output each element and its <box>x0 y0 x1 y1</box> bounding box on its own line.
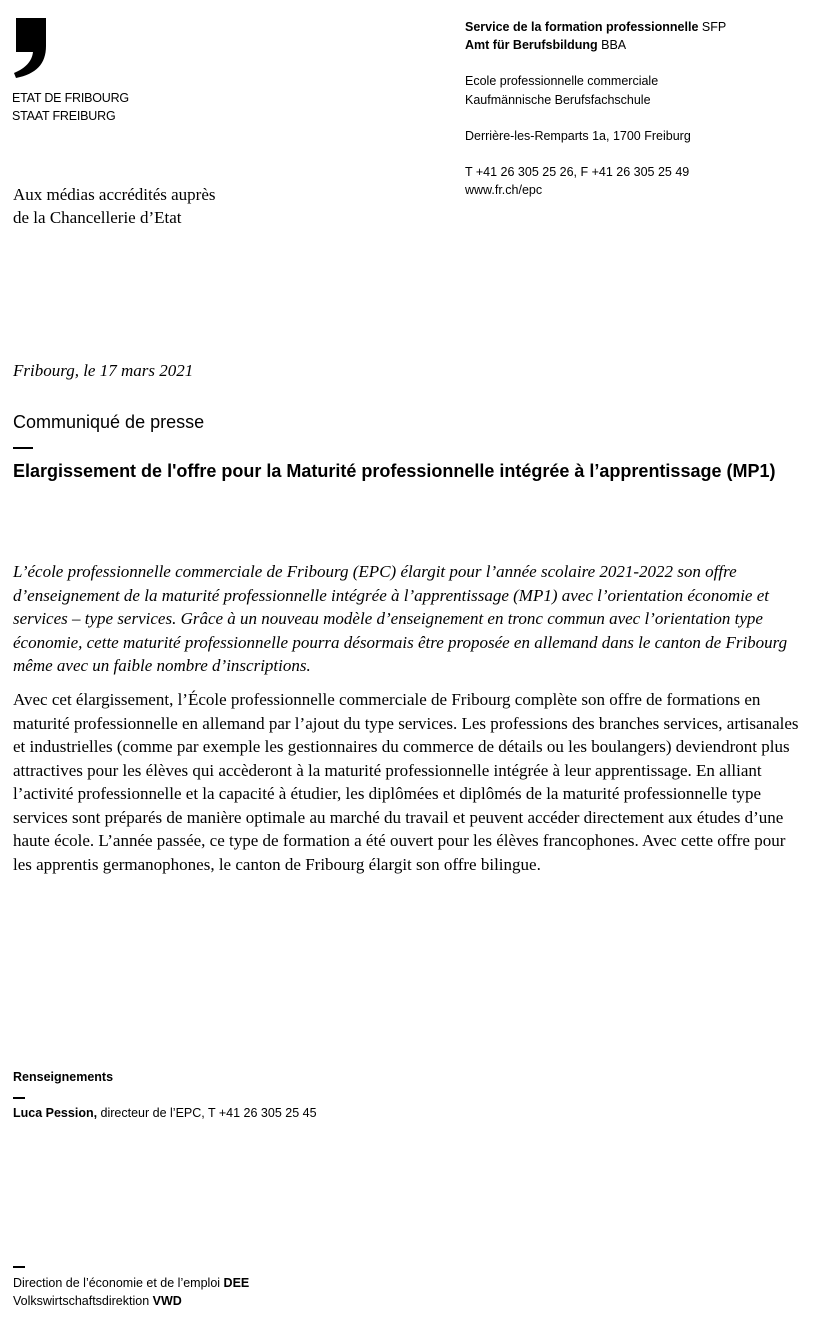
comma-logo-icon <box>12 18 48 78</box>
website-link[interactable]: www.fr.ch/epc <box>465 183 543 197</box>
address: Derrière-les-Remparts 1a, 1700 Freiburg <box>465 129 691 143</box>
recipient-line-2: de la Chancellerie d’Etat <box>13 208 182 227</box>
directorate-fr: Direction de l’économie et de l’emploi DEE <box>13 1276 250 1290</box>
press-release-title: Elargissement de l'offre pour la Maturité professionnelle intégrée à l’apprentissage (MP1) <box>13 461 776 481</box>
info-dash <box>13 1097 25 1099</box>
footer-dash <box>13 1266 25 1268</box>
body-paragraph: Avec cet élargissement, l’École professionnelle commerciale de Fribourg complète son offre de formations en maturité professionnelle en allemand par l’ajout du type services. Les professions des branches services, artisanales et industrielles (comme par exemple les gestionnaires du commerce de détails ou les boulangers) deviendront plus attractives pour les élèves qui accèderont à la maturité professionnelle intégrée à leur apprentissage. En alliant l’activité professionnelle et la capacité à étudier, les diplômées et diplômés de la maturité professionnelle type services sont préparés de manière optimale au marché du travail et peuvent accéder directement aux études d’une haute école. L’année passée, ce type de formation a été ouvert pour les élèves francophones. Avec cette offre pour les apprentis germanophones, le canton de Fribourg élargit son offre bilingue. <box>13 690 799 874</box>
state-name-fr: ETAT DE FRIBOURG <box>12 91 129 105</box>
dateline: Fribourg, le 17 mars 2021 <box>13 361 194 380</box>
lead-paragraph: L’école professionnelle commerciale de Fribourg (EPC) élargit pour l’année scolaire 2021-2022 son offre d’enseignement de la maturité professionnelle intégrée à l’apprentissage (MP1) avec l’orientation économie et services – type services. Grâce à un nouveau modèle d’enseignement en tronc commun avec l’orientation type économie, cette maturité professionnelle pourra désormais être proposée en allemand dans le canton de Fribourg même avec un faible nombre d’inscriptions. <box>13 562 788 675</box>
directorate-de: Volkswirtschaftsdirektion VWD <box>13 1294 182 1308</box>
doc-type: Communiqué de presse <box>13 412 205 432</box>
info-heading: Renseignements <box>13 1070 114 1084</box>
school-fr: Ecole professionnelle commerciale <box>465 74 659 88</box>
state-name-de: STAAT FREIBURG <box>12 109 116 123</box>
recipient-block <box>13 183 216 229</box>
contact-line: Luca Pession, directeur de l’EPC, T +41 26 305 25 45 <box>13 1106 317 1120</box>
service-fr-line: Service de la formation professionnelle SFP <box>465 20 727 34</box>
recipient-line-1: Aux médias accrédités auprès <box>13 185 216 204</box>
separator-dash <box>13 447 33 449</box>
service-de-line: Amt für Berufsbildung BBA <box>465 38 627 52</box>
school-de: Kaufmännische Berufsfachschule <box>465 93 651 107</box>
phone-fax: T +41 26 305 25 26, F +41 26 305 25 49 <box>465 165 690 179</box>
